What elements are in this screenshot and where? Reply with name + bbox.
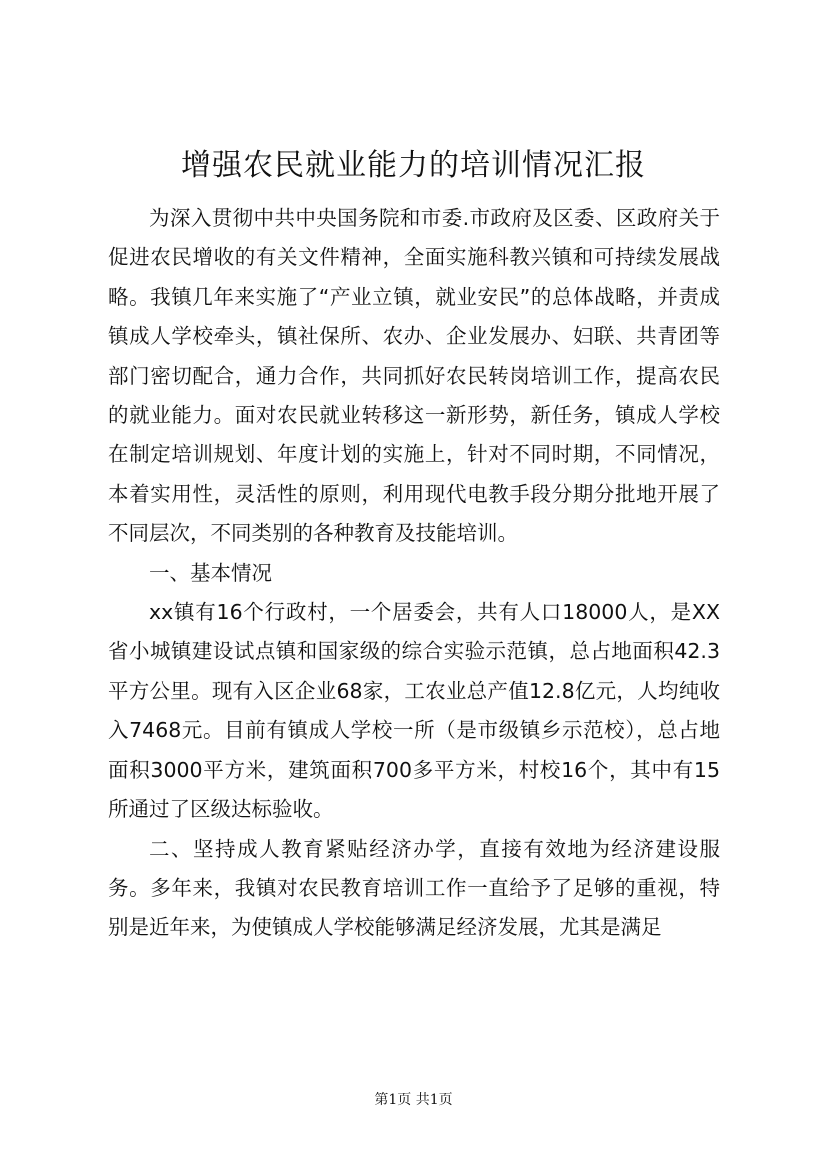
- paragraph-section-two: 二、坚持成人教育紧贴经济办学，直接有效地为经济建设服务。多年来，我镇对农民教育培训工作一直给予了足够的重视，特别是近年来，为使镇成人学校能够满足经济发展，尤其是满足: [108, 836, 720, 940]
- paragraph-intro: 为深入贯彻中共中央国务院和市委.市政府及区委、区政府关于促进农民增收的有关文件精神，全面实施科教兴镇和可持续发展战略。我镇几年来实施了“产业立镇，就业安民”的总体战略，并责成镇成人学校牵头，镇社保所、农办、企业发展办、妇联、共青团等部门密切配合，通力合作，共同抓好农民转岗培训工作，提高农民的就业能力。面对农民就业转移这一新形势，新任务，镇成人学校在制定培训规划、年度计划的实施上，针对不同时期，不同情况，本着实用性，灵活性的原则，利用现代电教手段分期分批地开展了不同层次，不同类别的各种教育及技能培训。: [108, 206, 720, 546]
- document-body: [108, 199, 720, 948]
- page-footer: 第1页 共1页: [374, 1092, 453, 1108]
- section-heading-basic-situation: 一、基本情况: [149, 560, 272, 585]
- paragraph-basic-situation: xx镇有16个行政村，一个居委会，共有人口18000人，是XX省小城镇建设试点镇和国家级的综合实验示范镇，总占地面积42.3平方公里。现有入区企业68家，工农业总产值12.8亿元，人均纯收入7468元。目前有镇成人学校一所（是市级镇乡示范校），总占地面积3000平方米，建筑面积700多平方米，村校16个，其中有15所通过了区级达标验收。: [108, 600, 720, 822]
- document-title: 增强农民就业能力的培训情况汇报: [181, 148, 646, 183]
